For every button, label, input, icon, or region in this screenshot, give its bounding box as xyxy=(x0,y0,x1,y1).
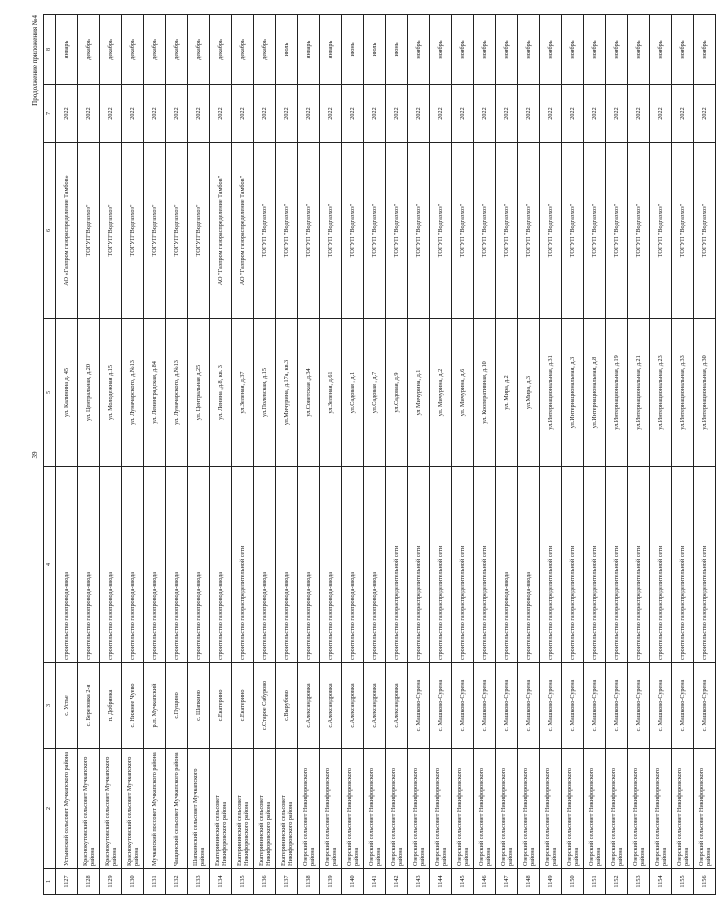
locality-cell: с.Пущино xyxy=(166,663,188,749)
year-cell: 2022 xyxy=(386,85,408,143)
address-cell: ул.Зеленая, д.37 xyxy=(232,319,254,467)
continuation-label: Продолжение приложения №4 xyxy=(31,15,39,106)
table-row xyxy=(122,15,144,895)
owner-cell: ТОГУП "Водгазхоз" xyxy=(452,143,474,319)
owner-cell: ТОГУП "Водгазхоз" xyxy=(672,143,694,319)
work-type-cell: строительство газораспределительной сети xyxy=(408,467,430,663)
year-cell: 2022 xyxy=(452,85,474,143)
year-cell: 2022 xyxy=(628,85,650,143)
work-type-cell: строительство газопровода-ввода xyxy=(276,467,298,663)
month-cell: декабрь xyxy=(210,15,232,85)
locality-cell: с. Машково-Сурена xyxy=(562,663,584,749)
month-cell: июль xyxy=(364,15,386,85)
year-cell: 2022 xyxy=(496,85,518,143)
year-cell: 2022 xyxy=(144,85,166,143)
address-cell: ул. Ленина ,д.8, кв. 3 xyxy=(210,319,232,467)
locality-cell: с. Нижнее Чуево xyxy=(122,663,144,749)
year-cell: 2022 xyxy=(474,85,496,143)
locality-cell: с. Машково-Сурена xyxy=(474,663,496,749)
row-number-cell: 1147 xyxy=(496,869,518,895)
year-cell: 2022 xyxy=(188,85,210,143)
locality-cell: с.Александровка xyxy=(320,663,342,749)
column-header: 3 xyxy=(44,663,56,749)
locality-cell: с.Екатерино xyxy=(232,663,254,749)
row-number-cell: 1153 xyxy=(628,869,650,895)
row-number-cell: 1132 xyxy=(166,869,188,895)
owner-cell: ТОГУП"Водгазхоз" xyxy=(78,143,100,319)
table-row xyxy=(408,15,430,895)
owner-cell: ТОГУП "Водгазхоз" xyxy=(584,143,606,319)
address-cell: ул.Интернациональная, д.31 xyxy=(540,319,562,467)
row-number-cell: 1151 xyxy=(584,869,606,895)
locality-cell: с.Александровка xyxy=(386,663,408,749)
work-type-cell: строительство газопровода-ввода xyxy=(518,467,540,663)
year-cell: 2022 xyxy=(100,85,122,143)
row-number-cell: 1131 xyxy=(144,869,166,895)
locality-cell: с. Машково-Сурена xyxy=(540,663,562,749)
owner-cell: АО «Газпром газораспределение Тамбов» xyxy=(56,143,78,319)
address-cell: ул.Советская ,д.34 xyxy=(298,319,320,467)
table-row xyxy=(298,15,320,895)
locality-cell: с. Машково-Сурена xyxy=(518,663,540,749)
settlement-cell: Озерский сельсовет Никифоровского района xyxy=(694,749,716,869)
locality-cell: п. Добрянка xyxy=(100,663,122,749)
locality-cell: с.Александровка xyxy=(298,663,320,749)
owner-cell: ТОГУП "Водгазхоз" xyxy=(276,143,298,319)
address-cell: ул. Луначарского, д.№13 xyxy=(166,319,188,467)
row-number-cell: 1135 xyxy=(232,869,254,895)
row-number-cell: 1134 xyxy=(210,869,232,895)
year-cell: 2022 xyxy=(320,85,342,143)
table-row xyxy=(232,15,254,895)
row-number-cell: 1156 xyxy=(694,869,716,895)
settlement-cell: Озерский сельсовет Никифоровского района xyxy=(408,749,430,869)
address-cell: ул.Интернациональная, д.8 xyxy=(584,319,606,467)
gasification-table xyxy=(43,14,716,895)
settlement-cell: Краснокутовский сельсовет Мучкапского района xyxy=(78,749,100,869)
row-number-cell: 1143 xyxy=(408,869,430,895)
settlement-cell: Екатерининский сельсовет Никифоровского района xyxy=(276,749,298,869)
row-number-cell: 1140 xyxy=(342,869,364,895)
work-type-cell: строительство газопровода-ввода xyxy=(166,467,188,663)
year-cell: 2022 xyxy=(408,85,430,143)
settlement-cell: Озерский сельсовет Никифоровского района xyxy=(672,749,694,869)
work-type-cell: строительство газопровода-ввода xyxy=(342,467,364,663)
locality-cell: с.Старое Сабурово xyxy=(254,663,276,749)
address-cell: ул. Луначарского, д.№13 xyxy=(122,319,144,467)
table-row xyxy=(320,15,342,895)
settlement-cell: Екатерининский сельсовет Никифоровского района xyxy=(210,749,232,869)
table-row xyxy=(628,15,650,895)
column-header: 4 xyxy=(44,467,56,663)
locality-cell: с.Вырубово xyxy=(276,663,298,749)
table-row xyxy=(694,15,716,895)
locality-cell: с. Машково-Сурена xyxy=(672,663,694,749)
row-number-cell: 1129 xyxy=(100,869,122,895)
locality-cell: с. Машково-Сурена xyxy=(606,663,628,749)
row-number-cell: 1133 xyxy=(188,869,210,895)
owner-cell: ТОГУП "Водгазхоз" xyxy=(518,143,540,319)
row-number-cell: 1150 xyxy=(562,869,584,895)
row-number-cell: 1127 xyxy=(56,869,78,895)
row-number-cell: 1142 xyxy=(386,869,408,895)
work-type-cell: строительство газораспределительной сети xyxy=(232,467,254,663)
work-type-cell: строительство газопровода-ввода xyxy=(122,467,144,663)
column-header: 2 xyxy=(44,749,56,869)
row-number-cell: 1148 xyxy=(518,869,540,895)
column-header: 8 xyxy=(44,15,56,85)
address-cell: ул.Садовая , д.7 xyxy=(364,319,386,467)
year-cell: 2022 xyxy=(232,85,254,143)
row-number-cell: 1149 xyxy=(540,869,562,895)
table-row xyxy=(584,15,606,895)
row-number-cell: 1139 xyxy=(320,869,342,895)
year-cell: 2022 xyxy=(650,85,672,143)
locality-cell: с.Александровка xyxy=(364,663,386,749)
table-row xyxy=(452,15,474,895)
work-type-cell: строительство газораспределительной сети xyxy=(452,467,474,663)
column-header: 1 xyxy=(44,869,56,895)
work-type-cell: строительство газораспределительной сети xyxy=(386,467,408,663)
work-type-cell: строительство газопровода-ввода xyxy=(210,467,232,663)
settlement-cell: Озерский сельсовет Никифоровского района xyxy=(474,749,496,869)
work-type-cell: строительство газораспределительной сети xyxy=(540,467,562,663)
row-number-cell: 1141 xyxy=(364,869,386,895)
month-cell: ноябрь xyxy=(628,15,650,85)
year-cell: 2022 xyxy=(166,85,188,143)
month-cell: ноябрь xyxy=(474,15,496,85)
work-type-cell: строительство газопровода-ввода xyxy=(188,467,210,663)
work-type-cell: строительство газораспределительной сети xyxy=(628,467,650,663)
address-cell: ул.Мичурина, д.17а, кв.3 xyxy=(276,319,298,467)
owner-cell: ТОГУП "Водгазхоз" xyxy=(540,143,562,319)
settlement-cell: Озерский сельсовет Никифоровского района xyxy=(430,749,452,869)
work-type-cell: строительство газораспределительной сети xyxy=(474,467,496,663)
table-row xyxy=(166,15,188,895)
owner-cell: ТОГУП "Водгазхоз" xyxy=(430,143,452,319)
row-number-cell: 1138 xyxy=(298,869,320,895)
month-cell: декабрь xyxy=(78,15,100,85)
owner-cell: ТОГУП "Водгазхоз" xyxy=(386,143,408,319)
address-cell: ул. Кооперативная, д.10 xyxy=(474,319,496,467)
month-cell: декабрь xyxy=(166,15,188,85)
locality-cell: с. Шапкино xyxy=(188,663,210,749)
table-row xyxy=(100,15,122,895)
table-row xyxy=(56,15,78,895)
locality-cell: с. Машково-Сурена xyxy=(430,663,452,749)
settlement-cell: Озерский сельсовет Никифоровского района xyxy=(496,749,518,869)
rotated-page-content xyxy=(25,15,712,895)
settlement-cell: Краснокутовский сельсовет Мучкапского района xyxy=(122,749,144,869)
month-cell: январь xyxy=(56,15,78,85)
month-cell: ноябрь xyxy=(584,15,606,85)
owner-cell: ТОГУП "Водгазхоз" xyxy=(298,143,320,319)
work-type-cell: строительство газораспределительной сети xyxy=(694,467,716,663)
year-cell: 2022 xyxy=(430,85,452,143)
settlement-cell: Озерский сельсовет Никифоровского района xyxy=(606,749,628,869)
owner-cell: ТОГУП "Водгазхоз" xyxy=(650,143,672,319)
settlement-cell: Озерский сельсовет Никифоровского района xyxy=(298,749,320,869)
year-cell: 2022 xyxy=(56,85,78,143)
work-type-cell: строительство газопровода-ввода xyxy=(144,467,166,663)
month-cell: ноябрь xyxy=(650,15,672,85)
year-cell: 2022 xyxy=(122,85,144,143)
month-cell: декабрь xyxy=(254,15,276,85)
row-number-cell: 1154 xyxy=(650,869,672,895)
work-type-cell: строительство газораспределительной сети xyxy=(650,467,672,663)
address-cell: ул. Центральная д.25 xyxy=(188,319,210,467)
month-cell: ноябрь xyxy=(540,15,562,85)
owner-cell: ТОГУП"Водгазхоз" xyxy=(188,143,210,319)
owner-cell: ТОГУП "Водгазхоз" xyxy=(474,143,496,319)
address-cell: ул.Интернациональная, д.3 xyxy=(562,319,584,467)
settlement-cell: Екатерининский сельсовет Никифоровского района xyxy=(254,749,276,869)
locality-cell: с. Устье xyxy=(56,663,78,749)
year-cell: 2022 xyxy=(672,85,694,143)
table-row xyxy=(474,15,496,895)
row-number-cell: 1155 xyxy=(672,869,694,895)
owner-cell: ТОГУП "Водгазхоз" xyxy=(562,143,584,319)
address-cell: ул. Ленинградская, д.84 xyxy=(144,319,166,467)
month-cell: июнь xyxy=(386,15,408,85)
address-cell: ул. Молодежная д.15 xyxy=(100,319,122,467)
address-cell: ул. Мира, д.2 xyxy=(496,319,518,467)
locality-cell: с. Машково-Сурена xyxy=(408,663,430,749)
table-row xyxy=(562,15,584,895)
owner-cell: АО "Газпром газораспределение Тамбов" xyxy=(210,143,232,319)
column-number-row xyxy=(44,15,56,895)
owner-cell: ТОГУП "Водгазхоз" xyxy=(606,143,628,319)
owner-cell: ТОГУП"Водгазхоз" xyxy=(144,143,166,319)
row-number-cell: 1137 xyxy=(276,869,298,895)
address-cell: ул.Интернациональная, д.33 xyxy=(672,319,694,467)
month-cell: ноябрь xyxy=(694,15,716,85)
month-cell: ноябрь xyxy=(496,15,518,85)
settlement-cell: Озерский сельсовет Никифоровского района xyxy=(518,749,540,869)
locality-cell: с. Березовка 2-я xyxy=(78,663,100,749)
locality-cell: с.Екатерино xyxy=(210,663,232,749)
owner-cell: ТОГУП"Водгазхоз" xyxy=(100,143,122,319)
owner-cell: ТОГУП "Водгазхоз" xyxy=(364,143,386,319)
address-cell: ул. Мичурина, д.2 xyxy=(430,319,452,467)
year-cell: 2022 xyxy=(562,85,584,143)
table-row xyxy=(540,15,562,895)
address-cell: ул.Интернациональная, д.21 xyxy=(628,319,650,467)
work-type-cell: строительство газораспределительной сети xyxy=(584,467,606,663)
owner-cell: ТОГУП "Водгазхоз" xyxy=(408,143,430,319)
month-cell: январь xyxy=(298,15,320,85)
month-cell: ноябрь xyxy=(562,15,584,85)
work-type-cell: строительство газопровода-ввода xyxy=(320,467,342,663)
table-row xyxy=(386,15,408,895)
table-row xyxy=(430,15,452,895)
locality-cell: с. Машково-Сурена xyxy=(628,663,650,749)
owner-cell: ТОГУП "Водгазхоз" xyxy=(254,143,276,319)
year-cell: 2022 xyxy=(78,85,100,143)
row-number-cell: 1130 xyxy=(122,869,144,895)
month-cell: декабрь xyxy=(188,15,210,85)
row-number-cell: 1144 xyxy=(430,869,452,895)
table-row xyxy=(78,15,100,895)
settlement-cell: Озерский сельсовет Никифоровского района xyxy=(628,749,650,869)
owner-cell: ТОГУП "Водгазхоз" xyxy=(342,143,364,319)
address-cell: ул. Центральная, д.20 xyxy=(78,319,100,467)
owner-cell: ТОГУП"Водгазхоз" xyxy=(166,143,188,319)
settlement-cell: Краснокутовский сельсовет Мучкапского района xyxy=(100,749,122,869)
month-cell: декабрь xyxy=(232,15,254,85)
locality-cell: с. Машково-Сурена xyxy=(650,663,672,749)
locality-cell: с. Машково-Сурена xyxy=(452,663,474,749)
month-cell: ноябрь xyxy=(606,15,628,85)
year-cell: 2022 xyxy=(364,85,386,143)
month-cell: январь xyxy=(320,15,342,85)
year-cell: 2022 xyxy=(584,85,606,143)
address-cell: ул.Мира, д.3 xyxy=(518,319,540,467)
table-body xyxy=(56,15,716,895)
work-type-cell: строительство газопровода-ввода xyxy=(254,467,276,663)
address-cell: ул Мичурина, д.1 xyxy=(408,319,430,467)
settlement-cell: Озерский сельсовет Никифоровского района xyxy=(364,749,386,869)
owner-cell: ТОГУП"Водгазхоз" xyxy=(122,143,144,319)
month-cell: ноябрь xyxy=(672,15,694,85)
month-cell: ноябрь xyxy=(452,15,474,85)
settlement-cell: Озерский сельсовет Никифоровского района xyxy=(540,749,562,869)
year-cell: 2022 xyxy=(276,85,298,143)
year-cell: 2022 xyxy=(606,85,628,143)
year-cell: 2022 xyxy=(540,85,562,143)
address-cell: ул.Садовая , д.1 xyxy=(342,319,364,467)
owner-cell: АО "Газпром газораспределение Тамбов" xyxy=(232,143,254,319)
table-row xyxy=(254,15,276,895)
row-number-cell: 1128 xyxy=(78,869,100,895)
work-type-cell: строительство газораспределительной сети xyxy=(562,467,584,663)
owner-cell: ТОГУП "Водгазхоз" xyxy=(320,143,342,319)
settlement-cell: Озерский сельсовет Никифоровского района xyxy=(562,749,584,869)
work-type-cell: строительство газопровода-ввода xyxy=(364,467,386,663)
column-header: 5 xyxy=(44,319,56,467)
address-cell: ул.Интернациональная, д.19 xyxy=(606,319,628,467)
work-type-cell: строительство газопровода-ввода xyxy=(496,467,518,663)
page-number: 39 xyxy=(31,451,39,459)
year-cell: 2022 xyxy=(518,85,540,143)
work-type-cell: строительство газораспределительной сети xyxy=(672,467,694,663)
settlement-cell: Озерский сельсовет Никифоровского района xyxy=(320,749,342,869)
table-row xyxy=(364,15,386,895)
table-row xyxy=(606,15,628,895)
settlement-cell: Устьинский сельсовет Мучкапского района xyxy=(56,749,78,869)
month-cell: июнь xyxy=(342,15,364,85)
address-cell: ул.Полевская, д.15 xyxy=(254,319,276,467)
table-row xyxy=(276,15,298,895)
year-cell: 2022 xyxy=(210,85,232,143)
month-cell: ноябрь xyxy=(518,15,540,85)
settlement-cell: Озерский сельсовет Никифоровского района xyxy=(452,749,474,869)
year-cell: 2022 xyxy=(254,85,276,143)
owner-cell: ТОГУП "Водгазхоз" xyxy=(496,143,518,319)
settlement-cell: Озерский сельсовет Никифоровского района xyxy=(650,749,672,869)
work-type-cell: строительство газораспределительной сети xyxy=(606,467,628,663)
settlement-cell: Чащинский сельсовет Мучкапского района xyxy=(166,749,188,869)
column-header: 6 xyxy=(44,143,56,319)
row-number-cell: 1145 xyxy=(452,869,474,895)
settlement-cell: Озерский сельсовет Никифоровского района xyxy=(584,749,606,869)
table-row xyxy=(518,15,540,895)
work-type-cell: строительство газопровода-ввода xyxy=(100,467,122,663)
work-type-cell: строительство газопровода-ввода xyxy=(298,467,320,663)
settlement-cell: Мучкапский поссовет Мучкапского района xyxy=(144,749,166,869)
year-cell: 2022 xyxy=(694,85,716,143)
month-cell: июль xyxy=(276,15,298,85)
work-type-cell: строительство газораспределительной сети xyxy=(430,467,452,663)
month-cell: декабрь xyxy=(144,15,166,85)
work-type-cell: строительство газопровода-ввода xyxy=(78,467,100,663)
year-cell: 2022 xyxy=(298,85,320,143)
locality-cell: р.п. Мучкапский xyxy=(144,663,166,749)
owner-cell: ТОГУП "Водгазхоз" xyxy=(628,143,650,319)
row-number-cell: 1152 xyxy=(606,869,628,895)
address-cell: ул.Интернациональная, д.23 xyxy=(650,319,672,467)
address-cell: ул.Зеленая, д.61 xyxy=(320,319,342,467)
row-number-cell: 1136 xyxy=(254,869,276,895)
address-cell: ул. Калинина д. 45 xyxy=(56,319,78,467)
locality-cell: с. Машково-Сурена xyxy=(694,663,716,749)
month-cell: ноябрь xyxy=(430,15,452,85)
table-row xyxy=(210,15,232,895)
table-row xyxy=(650,15,672,895)
month-cell: декабрь xyxy=(122,15,144,85)
settlement-cell: Озерский сельсовет Никифоровского района xyxy=(386,749,408,869)
month-cell: ноябрь xyxy=(408,15,430,85)
table-row xyxy=(144,15,166,895)
address-cell: ул.Интернациональная, д.30 xyxy=(694,319,716,467)
address-cell: ул.Садовая, д.9 xyxy=(386,319,408,467)
table-row xyxy=(342,15,364,895)
column-header: 7 xyxy=(44,85,56,143)
year-cell: 2022 xyxy=(342,85,364,143)
month-cell: декабрь xyxy=(100,15,122,85)
settlement-cell: Озерский сельсовет Никифоровского района xyxy=(342,749,364,869)
table-row xyxy=(496,15,518,895)
owner-cell: ТОГУП "Водгазхоз" xyxy=(694,143,716,319)
settlement-cell: Шапкинский сельсовет Мучкапского района xyxy=(188,749,210,869)
locality-cell: с. Машково-Сурена xyxy=(496,663,518,749)
work-type-cell: строительство газопровода-ввода xyxy=(56,467,78,663)
row-number-cell: 1146 xyxy=(474,869,496,895)
locality-cell: с.Александровка xyxy=(342,663,364,749)
locality-cell: с. Машково-Сурена xyxy=(584,663,606,749)
settlement-cell: Екатерининский сельсовет Никифоровского района xyxy=(232,749,254,869)
address-cell: ул. Мичурина, д.6 xyxy=(452,319,474,467)
table-row xyxy=(188,15,210,895)
table-row xyxy=(672,15,694,895)
